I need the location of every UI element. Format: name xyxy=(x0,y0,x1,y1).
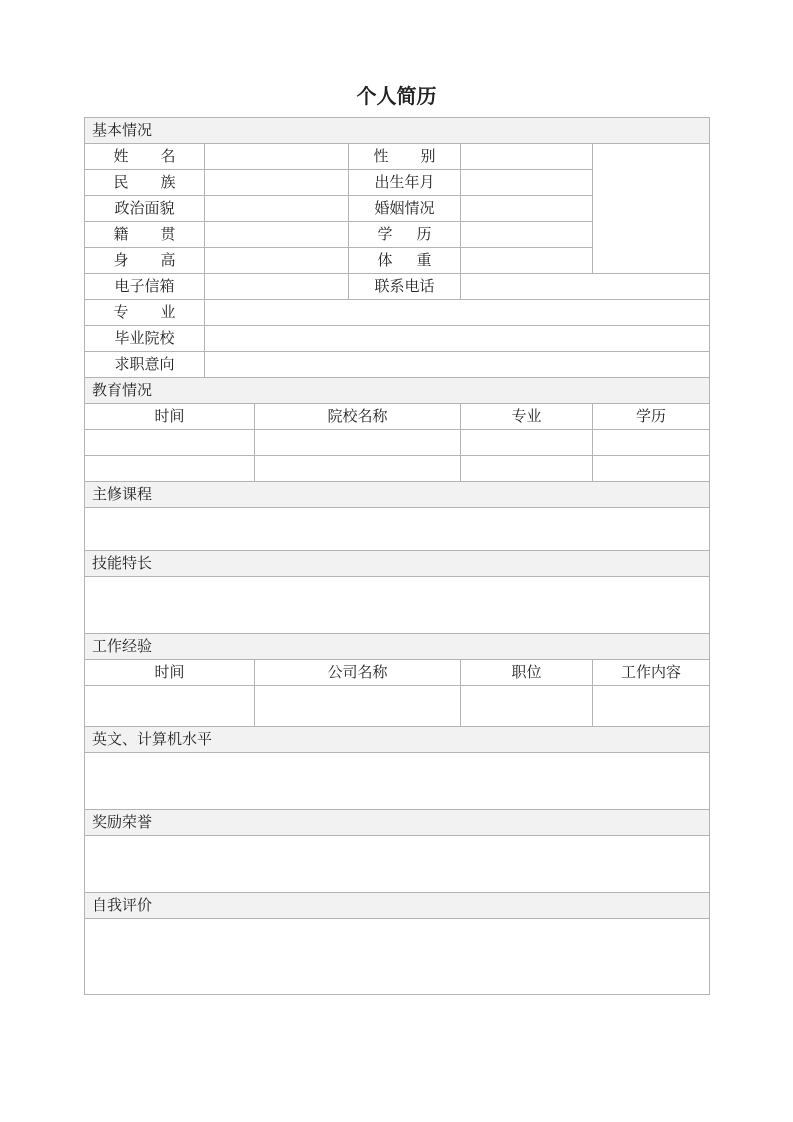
edu-cell[interactable] xyxy=(255,430,461,456)
field-degree[interactable] xyxy=(461,222,593,248)
label-intention: 求职意向 xyxy=(85,352,205,378)
table-row xyxy=(85,456,710,482)
field-birth[interactable] xyxy=(461,170,593,196)
field-school[interactable] xyxy=(205,326,710,352)
work-cell[interactable] xyxy=(593,686,710,727)
label-gender: 性 别 xyxy=(349,144,461,170)
work-header-time: 时间 xyxy=(85,660,255,686)
work-header-content: 工作内容 xyxy=(593,660,710,686)
field-weight[interactable] xyxy=(461,248,593,274)
label-phone: 联系电话 xyxy=(349,274,461,300)
label-name: 姓 名 xyxy=(85,144,205,170)
field-courses[interactable] xyxy=(85,508,710,551)
section-education: 教育情况 xyxy=(85,378,710,404)
field-marital[interactable] xyxy=(461,196,593,222)
label-origin: 籍 贯 xyxy=(85,222,205,248)
photo-box[interactable] xyxy=(593,144,710,274)
edu-header-school: 院校名称 xyxy=(255,404,461,430)
field-self-evaluation[interactable] xyxy=(85,919,710,995)
field-skills[interactable] xyxy=(85,577,710,634)
field-intention[interactable] xyxy=(205,352,710,378)
field-origin[interactable] xyxy=(205,222,349,248)
edu-cell[interactable] xyxy=(593,430,710,456)
label-height: 身 高 xyxy=(85,248,205,274)
label-ethnicity: 民 族 xyxy=(85,170,205,196)
field-name[interactable] xyxy=(205,144,349,170)
field-awards[interactable] xyxy=(85,836,710,893)
section-skills: 技能特长 xyxy=(85,551,710,577)
table-row xyxy=(85,430,710,456)
field-political[interactable] xyxy=(205,196,349,222)
field-ethnicity[interactable] xyxy=(205,170,349,196)
work-cell[interactable] xyxy=(85,686,255,727)
section-awards: 奖励荣誉 xyxy=(85,810,710,836)
label-marital: 婚姻情况 xyxy=(349,196,461,222)
edu-cell[interactable] xyxy=(85,456,255,482)
edu-header-major: 专业 xyxy=(461,404,593,430)
edu-cell[interactable] xyxy=(255,456,461,482)
edu-cell[interactable] xyxy=(85,430,255,456)
edu-cell[interactable] xyxy=(461,430,593,456)
section-self-evaluation: 自我评价 xyxy=(85,893,710,919)
work-header-position: 职位 xyxy=(461,660,593,686)
label-school: 毕业院校 xyxy=(85,326,205,352)
label-weight: 体 重 xyxy=(349,248,461,274)
field-gender[interactable] xyxy=(461,144,593,170)
table-row xyxy=(85,686,710,727)
field-email[interactable] xyxy=(205,274,349,300)
label-email: 电子信箱 xyxy=(85,274,205,300)
field-phone[interactable] xyxy=(461,274,710,300)
label-birth: 出生年月 xyxy=(349,170,461,196)
section-basic: 基本情况 xyxy=(85,118,710,144)
label-major: 专 业 xyxy=(85,300,205,326)
work-cell[interactable] xyxy=(461,686,593,727)
label-political: 政治面貌 xyxy=(85,196,205,222)
resume-table xyxy=(84,117,710,995)
edu-cell[interactable] xyxy=(461,456,593,482)
edu-header-time: 时间 xyxy=(85,404,255,430)
work-cell[interactable] xyxy=(255,686,461,727)
edu-header-degree: 学历 xyxy=(593,404,710,430)
page-title: 个人简历 xyxy=(356,84,437,108)
edu-cell[interactable] xyxy=(593,456,710,482)
field-major[interactable] xyxy=(205,300,710,326)
section-courses: 主修课程 xyxy=(85,482,710,508)
field-language-computer[interactable] xyxy=(85,753,710,810)
field-height[interactable] xyxy=(205,248,349,274)
section-work: 工作经验 xyxy=(85,634,710,660)
label-degree: 学 历 xyxy=(349,222,461,248)
work-header-company: 公司名称 xyxy=(255,660,461,686)
section-language-computer: 英文、计算机水平 xyxy=(85,727,710,753)
